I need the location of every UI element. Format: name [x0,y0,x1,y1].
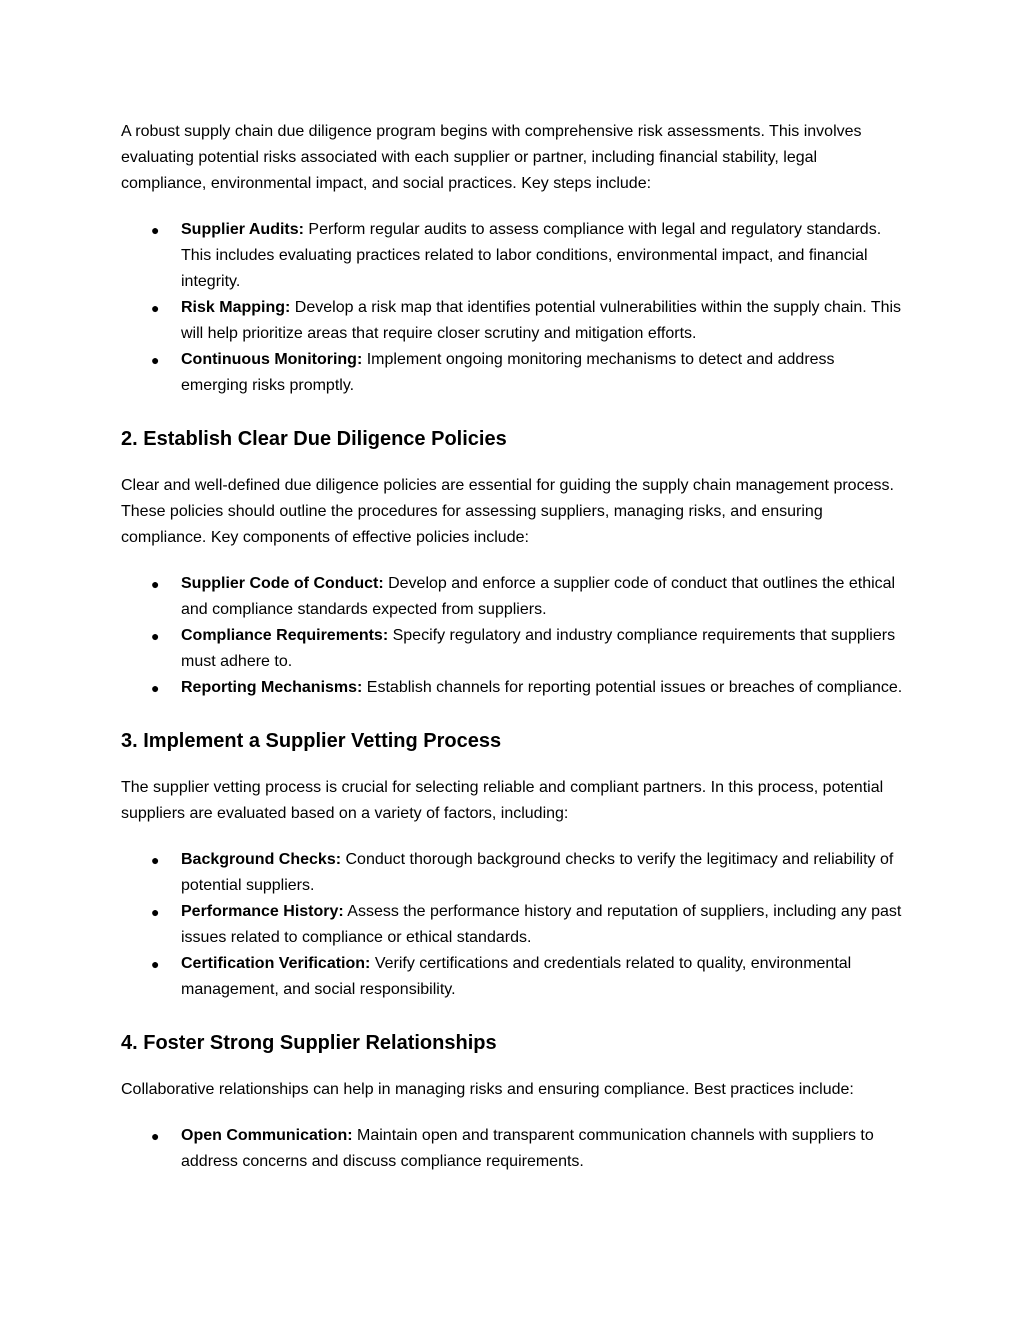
list-item [121,899,905,951]
document-page [121,119,905,1175]
bullet-icon: ● [151,956,160,972]
section-bullet-list [121,571,905,701]
bullet-icon: ● [151,904,160,920]
intro-bullet-list [121,217,905,399]
bullet-text: Maintain open and transparent communication channels with suppliers to address concerns and discuss compliance requirements. [181,1127,874,1170]
bullet-term: Background Checks: [181,851,342,868]
bullet-icon: ● [151,576,160,592]
bullet-icon: ● [151,222,160,238]
bullet-text: Assess the performance history and reputation of suppliers, including any past issues related to compliance or ethical standards. [181,903,902,946]
bullet-icon: ● [151,628,160,644]
bullet-text: Establish channels for reporting potential issues or breaches of compliance. [362,679,903,696]
bullet-term: Compliance Requirements: [181,627,389,644]
bullet-text: Perform regular audits to assess compliance with legal and regulatory standards. This includes evaluating practices related to labor conditions, environmental impact, and financial integrity. [181,221,882,290]
list-item [121,951,905,1003]
section-paragraph: Clear and well-defined due diligence policies are essential for guiding the supply chain management process. These policies should outline the procedures for assessing suppliers, managing risks, and ensuring compliance. Key components of effective policies include: [121,477,894,546]
section-paragraph: The supplier vetting process is crucial for selecting reliable and compliant partners. In this process, potential suppliers are evaluated based on a variety of factors, including: [121,779,884,822]
list-item [121,623,905,675]
section-heading: 4. Foster Strong Supplier Relationships [121,1032,497,1054]
list-item [121,217,905,295]
bullet-icon: ● [151,852,160,868]
bullet-text: Verify certifications and credentials related to quality, environmental management, and social responsibility. [181,955,852,998]
bullet-icon: ● [151,352,160,368]
bullet-icon: ● [151,1128,160,1144]
section-heading: 3. Implement a Supplier Vetting Process [121,730,502,752]
bullet-text: Conduct thorough background checks to verify the legitimacy and reliability of potential suppliers. [181,851,894,894]
intro-paragraph: A robust supply chain due diligence program begins with comprehensive risk assessments. This involves evaluating potential risks associated with each supplier or partner, including financial stability, legal compliance, environmental impact, and social practices. Key steps include: [121,123,862,192]
list-item [121,295,905,347]
section-heading: 2. Establish Clear Due Diligence Policies [121,428,507,450]
bullet-term: Risk Mapping: [181,299,291,316]
bullet-term: Open Communication: [181,1127,353,1144]
bullet-text: Develop and enforce a supplier code of conduct that outlines the ethical and compliance standards expected from suppliers. [181,575,896,618]
bullet-text: Implement ongoing monitoring mechanisms to detect and address emerging risks promptly. [181,351,835,394]
bullet-text: Develop a risk map that identifies potential vulnerabilities within the supply chain. This will help prioritize areas that require closer scrutiny and mitigation efforts. [181,299,902,342]
list-item [121,347,905,399]
bullet-term: Supplier Audits: [181,221,304,238]
bullet-term: Certification Verification: [181,955,371,972]
bullet-term: Reporting Mechanisms: [181,679,363,696]
section-bullet-list [121,1123,905,1175]
bullet-text: Specify regulatory and industry compliance requirements that suppliers must adhere to. [181,627,896,670]
bullet-term: Continuous Monitoring: [181,351,363,368]
list-item [121,847,905,899]
bullet-term: Performance History: [181,903,344,920]
bullet-term: Supplier Code of Conduct: [181,575,384,592]
bullet-icon: ● [151,300,160,316]
list-item [121,675,905,701]
section-bullet-list [121,847,905,1003]
section-paragraph: Collaborative relationships can help in managing risks and ensuring compliance. Best practices include: [121,1081,854,1098]
list-item [121,571,905,623]
list-item [121,1123,905,1175]
bullet-icon: ● [151,680,160,696]
